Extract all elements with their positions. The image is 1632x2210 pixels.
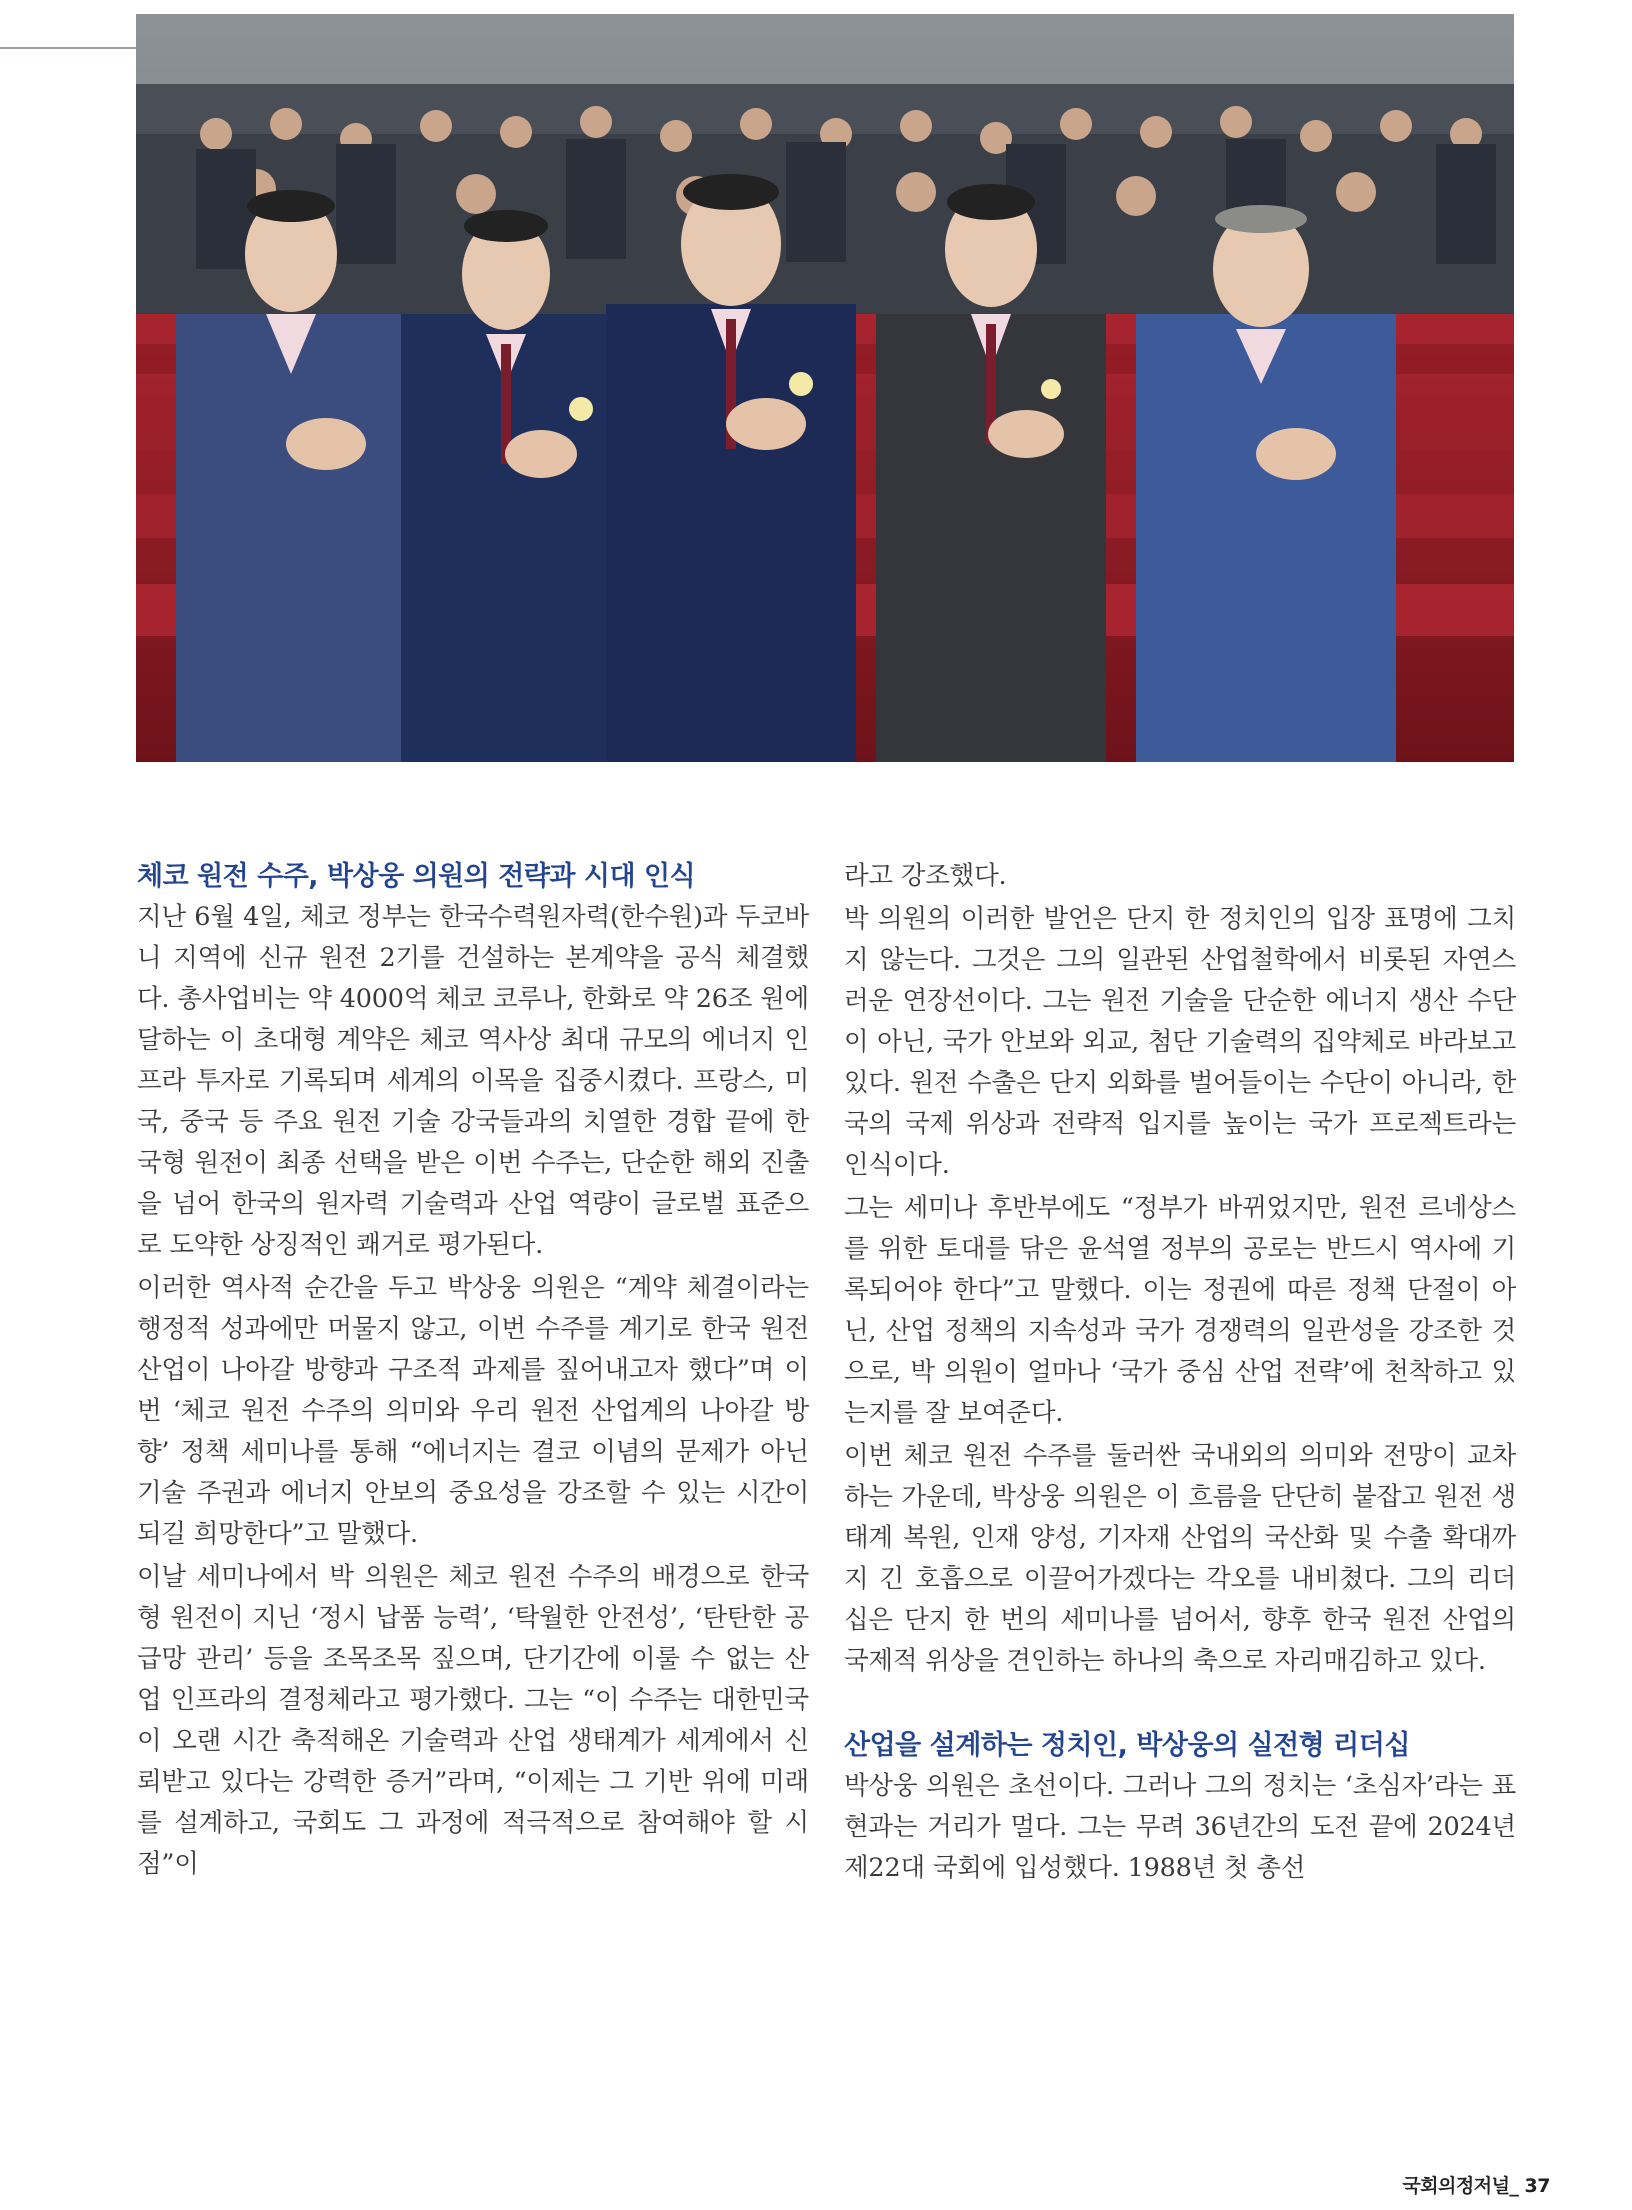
paragraph: 이러한 역사적 순간을 두고 박상웅 의원은 “계약 체결이라는 행정적 성과에만 머물지 않고, 이번 수주를 계기로 한국 원전 산업이 나아갈 방향과 구조적 과제를 짚어내고자 했다”며 이번 ‘체코 원전 수주의 의미와 우리 원전 산업계의 나아갈 방향’ 정책 세미나를 통해 “에너지는 결코 이념의 문제가 아닌 기술 주권과 에너지 안보의 중요성을 강조할 수 있는 시간이 되길 희망한다”고 말했다. bbox=[137, 1273, 809, 1549]
paragraph: 그는 세미나 후반부에도 “정부가 바뀌었지만, 원전 르네상스를 위한 토대를 닦은 윤석열 정부의 공로는 반드시 역사에 기록되어야 한다”고 말했다. 이는 정권에 따른 정책 단절이 아닌, 산업 정책의 지속성과 국가 경쟁력의 일관성을 강조한 것으로, 박 의원이 얼마나 ‘국가 중심 산업 전략’에 천착하고 있는지를 잘 보여준다. bbox=[844, 1193, 1516, 1428]
page-footer: 국회의정저널_ 37 bbox=[1402, 2175, 1550, 2197]
paragraph: 라고 강조했다. bbox=[844, 861, 1007, 891]
paragraph: 이날 세미나에서 박 의원은 체코 원전 수주의 배경으로 한국형 원전이 지닌 ‘정시 납품 능력’, ‘탁월한 안전성’, ‘탄탄한 공급망 관리’ 등을 조목조목 짚으며, 단기간에 이룰 수 없는 산업 인프라의 결정체라고 평가했다. 그는 “이 수주는 대한민국이 오랜 시간 축적해온 기술력과 산업 생태계가 세계에서 신뢰받고 있다는 강력한 증거”라며, “이제는 그 기반 위에 미래를 설계하고, 국회도 그 과정에 적극적으로 참여해야 할 시점”이 bbox=[137, 1562, 809, 1879]
paragraph: 지난 6월 4일, 체코 정부는 한국수력원자력(한수원)과 두코바니 지역에 신규 원전 2기를 건설하는 본계약을 공식 체결했다. 총사업비는 약 4000억 체코 코루나, 한화로 약 26조 원에 달하는 이 초대형 계약은 체코 역사상 최대 규모의 에너지 인프라 투자로 기록되며 세계의 이목을 집중시켰다. 프랑스, 미국, 중국 등 주요 원전 기술 강국들과의 치열한 경합 끝에 한국형 원전이 최종 선택을 받은 이번 수주는, 단순한 해외 진출을 넘어 한국의 원자력 기술력과 산업 역량이 글로벌 표준으로 도약한 상징적인 쾌거로 평가된다. bbox=[137, 902, 809, 1260]
article-column-right bbox=[844, 856, 1516, 1891]
section-heading-1: 체코 원전 수주, 박상웅 의원의 전략과 시대 인식 bbox=[137, 861, 696, 892]
paragraph: 박상웅 의원은 초선이다. 그러나 그의 정치는 ‘초심자’라는 표현과는 거리가 멀다. 그는 무려 36년간의 도전 끝에 2024년 제22대 국회에 입성했다. 1988년 첫 총선 bbox=[844, 1771, 1516, 1883]
paragraph: 박 의원의 이러한 발언은 단지 한 정치인의 입장 표명에 그치지 않는다. 그것은 그의 일관된 산업철학에서 비롯된 자연스러운 연장선이다. 그는 원전 기술을 단순한 에너지 생산 수단이 아닌, 국가 안보와 외교, 첨단 기술력의 집약체로 바라보고 있다. 원전 수출은 단지 외화를 벌어들이는 수단이 아니라, 한국의 국제 위상과 전략적 입지를 높이는 국가 프로젝트라는 인식이다. bbox=[844, 904, 1516, 1180]
article-column-left bbox=[137, 856, 809, 1887]
event-photo-illustration bbox=[136, 14, 1514, 762]
top-rule bbox=[0, 47, 138, 49]
section-heading-2: 산업을 설계하는 정치인, 박상웅의 실전형 리더십 bbox=[844, 1730, 1410, 1761]
paragraph: 이번 체코 원전 수주를 둘러싼 국내외의 의미와 전망이 교차하는 가운데, 박상웅 의원은 이 흐름을 단단히 붙잡고 원전 생태계 복원, 인재 양성, 기자재 산업의 국산화 및 수출 확대까지 긴 호흡으로 이끌어가겠다는 각오를 내비쳤다. 그의 리더십은 단지 한 번의 세미나를 넘어서, 향후 한국 원전 산업의 국제적 위상을 견인하는 하나의 축으로 자리매김하고 있다. bbox=[844, 1441, 1516, 1676]
event-photo bbox=[136, 14, 1514, 762]
section-spacer bbox=[844, 1684, 1516, 1725]
